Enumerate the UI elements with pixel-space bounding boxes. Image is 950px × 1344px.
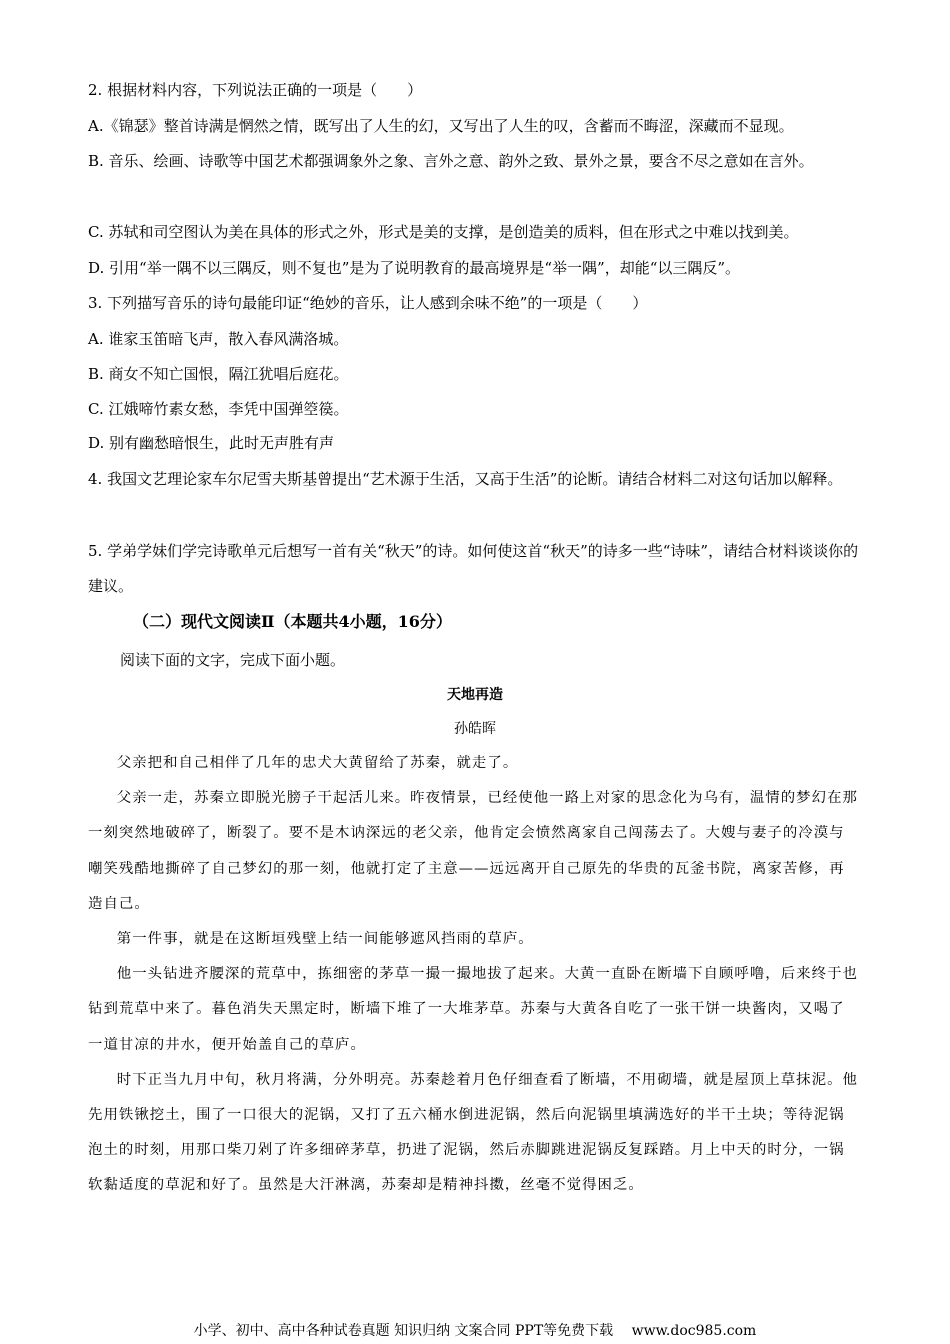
article-paragraph: 他一头钻进齐腰深的荒草中，拣细密的茅草一撮一撮地拔了起来。大黄一直卧在断墙下自顾呼噜，后来终于也钻到荒草中来了。暮色消失天黑定时，断墙下堆了一大堆茅草。苏秦与大黄各自吃了一张干饼一块酱肉，又喝了一道甘凉的井水，便开始盖自己的草庐。: [88, 966, 858, 1053]
question-5: 5. 学弟学妹们学完诗歌单元后想写一首有关“秋天”的诗。如何使这首“秋天”的诗多一些“诗味”，请结合材料谈谈你的建议。: [88, 542, 859, 595]
question-3-option-a: A. 谁家玉笛暗飞声，散入春风满洛城。: [88, 330, 349, 348]
page-footer: 小学、初中、高中各种试卷真题 知识归纳 文案合同 PPT等免费下载 www.doc985.com: [193, 1323, 757, 1339]
question-2-option-c: C. 苏轼和司空图认为美在具体的形式之外，形式是美的支撑，是创造美的质料，但在形式之中难以找到美。: [88, 223, 799, 241]
section-heading: （二）现代文阅读Ⅱ（本题共4小题，16分）: [133, 612, 452, 631]
article-paragraph: 父亲把和自己相伴了几年的忠犬大黄留给了苏秦，就走了。: [116, 755, 519, 771]
question-2-stem: 2. 根据材料内容，下列说法正确的一项是（ ）: [88, 81, 423, 99]
question-2-option-b: B. 音乐、绘画、诗歌等中国艺术都强调象外之象、言外之意、韵外之致、景外之景，要含不尽之意如在言外。: [88, 152, 814, 170]
article-author: 孙皓晖: [454, 721, 496, 737]
question-4: 4. 我国文艺理论家车尔尼雪夫斯基曾提出“艺术源于生活，又高于生活”的论断。请结合材料二对这句话加以解释。: [88, 470, 843, 488]
question-2-option-d: D. 引用“举一隅不以三隅反，则不复也”是为了说明教育的最高境界是“举一隅”，却能“以三隅反”。: [88, 259, 741, 277]
article-paragraph: 第一件事，就是在这断垣残壁上结一间能够遮风挡雨的草庐。: [116, 931, 534, 948]
question-3-option-b: B. 商女不知亡国恨，隔江犹唱后庭花。: [88, 365, 349, 383]
article-paragraph: 时下正当九月中旬，秋月将满，分外明亮。苏秦趁着月色仔细查看了断墙，不用砌墙，就是屋顶上草抹泥。他先用铁锹挖土，围了一口很大的泥锅，又打了五六桶水倒进泥锅，然后向泥锅里填满选好的半干土块；等待泥锅泡土的时刻，用那口柴刀剁了许多细碎茅草，扔进了泥锅，然后赤脚跳进泥锅反复踩踏。月上中天的时分，一锅软黏适度的草泥和好了。虽然是大汗淋漓，苏秦却是精神抖擞，丝毫不觉得困乏。: [88, 1071, 858, 1194]
article-paragraph: 父亲一走，苏秦立即脱光膀子干起活儿来。昨夜情景，已经使他一路上对家的思念化为乌有，温情的梦幻在那一刻突然地破碎了，断裂了。要不是木讷深远的老父亲，他肯定会愤然离家自己闯荡去了。大嫂与妻子的冷漠与嘲笑残酷地撕碎了自己梦幻的那一刻，他就打定了主意——远远离开自己原先的华贵的瓦釜书院，离家苦修，再造自己。: [88, 790, 858, 912]
article-body: [88, 746, 858, 1204]
question-3-stem: 3. 下列描写音乐的诗句最能印证“绝妙的音乐，让人感到余味不绝”的一项是（ ）: [88, 294, 648, 312]
section-instruction: 阅读下面的文字，完成下面小题。: [120, 651, 346, 669]
article-title: 天地再造: [447, 687, 503, 703]
question-3-option-c: C. 江娥啼竹素女愁，李凭中国弹箜篌。: [88, 400, 349, 418]
question-2-option-a: A.《锦瑟》整首诗满是惘然之情，既写出了人生的幻，又写出了人生的叹，含蓄而不晦涩，深藏而不显现。: [88, 117, 794, 135]
question-3-option-d: D. 别有幽愁暗恨生，此时无声胜有声: [88, 434, 335, 452]
